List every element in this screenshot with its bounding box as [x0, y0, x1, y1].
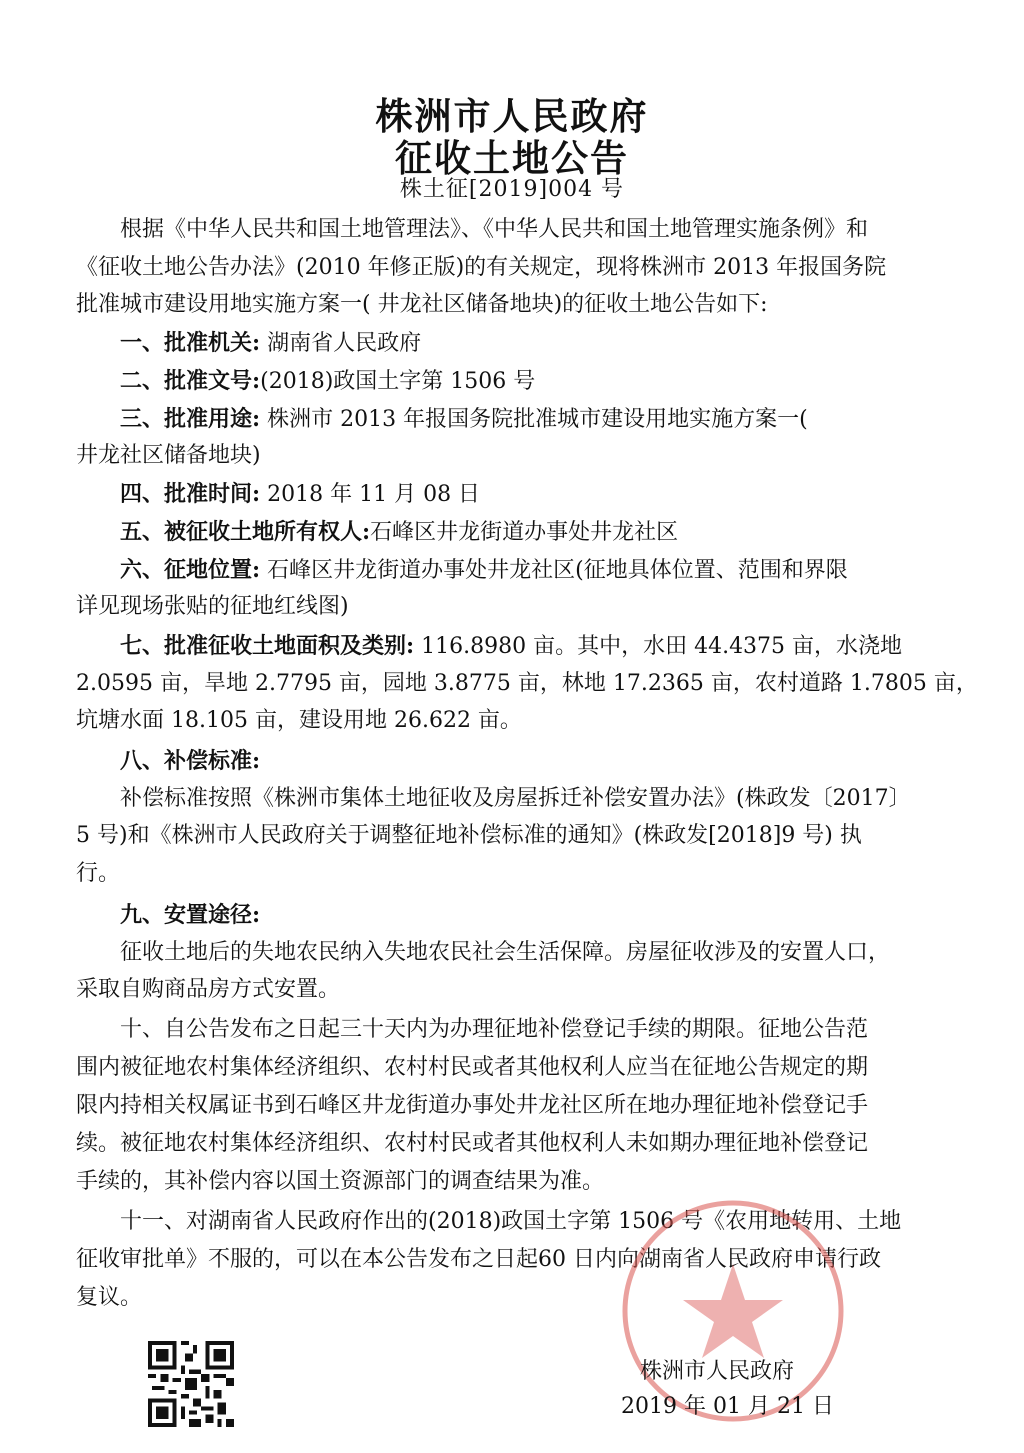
item-value: 石峰区井龙街道办事处井龙社区 [370, 520, 679, 545]
item-value: 株洲市 2013 年报国务院批准城市建设用地实施方案一( [260, 407, 808, 432]
intro-line: 《征收土地公告办法》(2010 年修正版)的有关规定，现将株洲市 2013 年报国务院 [76, 255, 887, 280]
item-approval-number [120, 363, 948, 400]
item-label: 九、安置途径: [120, 902, 261, 928]
paragraph-line: 复议。 [76, 1285, 143, 1310]
seal-star-icon [683, 1264, 783, 1358]
paragraph-line: 手续的，其补偿内容以国土资源部门的调查结果为准。 [76, 1169, 605, 1194]
item-value: 石峰区井龙街道办事处井龙社区(征地具体位置、范围和界限 [260, 558, 848, 583]
item-approval-authority [120, 325, 948, 362]
paragraph-line: 十、自公告发布之日起三十天内为办理征地补偿登记手续的期限。征地公告范 [120, 1017, 869, 1042]
item-continuation: 详见现场张贴的征地红线图) [76, 594, 349, 619]
document-number: 株土征[2019]004 号 [399, 177, 625, 202]
paragraph-line: 十一、对湖南省人民政府作出的(2018)政国土字第 1506 号《农用地转用、土地 [120, 1209, 902, 1234]
intro-line: 批准城市建设用地实施方案一( 井龙社区储备地块)的征收土地公告如下: [76, 292, 768, 317]
item-land-area [120, 628, 948, 665]
item-resettlement-heading [120, 897, 948, 934]
paragraph-line: 行。 [76, 861, 121, 886]
item-label: 七、批准征收土地面积及类别: [120, 633, 415, 659]
paragraph-line: 采取自购商品房方式安置。 [76, 977, 341, 1002]
item-value: 湖南省人民政府 [260, 331, 422, 356]
paragraph-line: 限内持相关权属证书到石峰区井龙街道办事处井龙社区所在地办理征地补偿登记手 [76, 1093, 869, 1118]
item-label: 四、批准时间: [120, 481, 261, 507]
item-continuation: 坑塘水面 18.105 亩，建设用地 26.622 亩。 [76, 708, 522, 733]
issuer-name: 株洲市人民政府 [640, 1359, 795, 1384]
item-value: (2018)政国土字第 1506 号 [260, 369, 536, 394]
intro-line: 根据《中华人民共和国土地管理法》、《中华人民共和国土地管理实施条例》和 [120, 217, 869, 242]
item-continuation: 井龙社区储备地块) [76, 443, 261, 468]
qr-code-icon [148, 1341, 234, 1427]
item-label: 八、补偿标准: [120, 748, 261, 774]
item-label: 五、被征收土地所有权人: [120, 519, 371, 545]
item-approval-purpose [120, 401, 948, 438]
page-title-line2: 征收土地公告 [395, 137, 629, 180]
item-continuation: 2.0595 亩，旱地 2.7795 亩，园地 3.8775 亩，林地 17.2365 亩，农村道路 1.7805 亩， [76, 671, 978, 696]
paragraph-line: 围内被征地农村集体经济组织、农村村民或者其他权利人应当在征地公告规定的期 [76, 1055, 869, 1080]
item-land-location [120, 552, 948, 589]
item-land-owner [120, 514, 948, 551]
paragraph-line: 续。被征地农村集体经济组织、农村村民或者其他权利人未如期办理征地补偿登记 [76, 1131, 869, 1156]
page-title-line1: 株洲市人民政府 [375, 95, 649, 138]
item-compensation-heading [120, 743, 948, 780]
item-label: 三、批准用途: [120, 406, 261, 432]
issue-date: 2019 年 01 月 21 日 [621, 1394, 834, 1419]
item-approval-date [120, 476, 948, 513]
item-value: 2018 年 11 月 08 日 [260, 482, 481, 507]
paragraph-line: 5 号)和《株洲市人民政府关于调整征地补偿标准的通知》(株政发[2018]9 号) 执 [76, 823, 862, 848]
paragraph-line: 征收土地后的失地农民纳入失地农民社会生活保障。房屋征收涉及的安置人口， [120, 940, 891, 965]
paragraph-line: 补偿标准按照《株洲市集体土地征收及房屋拆迁补偿安置办法》(株政发〔2017〕 [120, 786, 911, 811]
item-label: 一、批准机关: [120, 330, 261, 356]
item-label: 二、批准文号: [120, 368, 261, 394]
item-value: 116.8980 亩。其中，水田 44.4375 亩，水浇地 [414, 634, 903, 659]
item-label: 六、征地位置: [120, 557, 261, 583]
paragraph-line: 征收审批单》不服的，可以在本公告发布之日起60 日内向湖南省人民政府申请行政 [76, 1247, 881, 1272]
